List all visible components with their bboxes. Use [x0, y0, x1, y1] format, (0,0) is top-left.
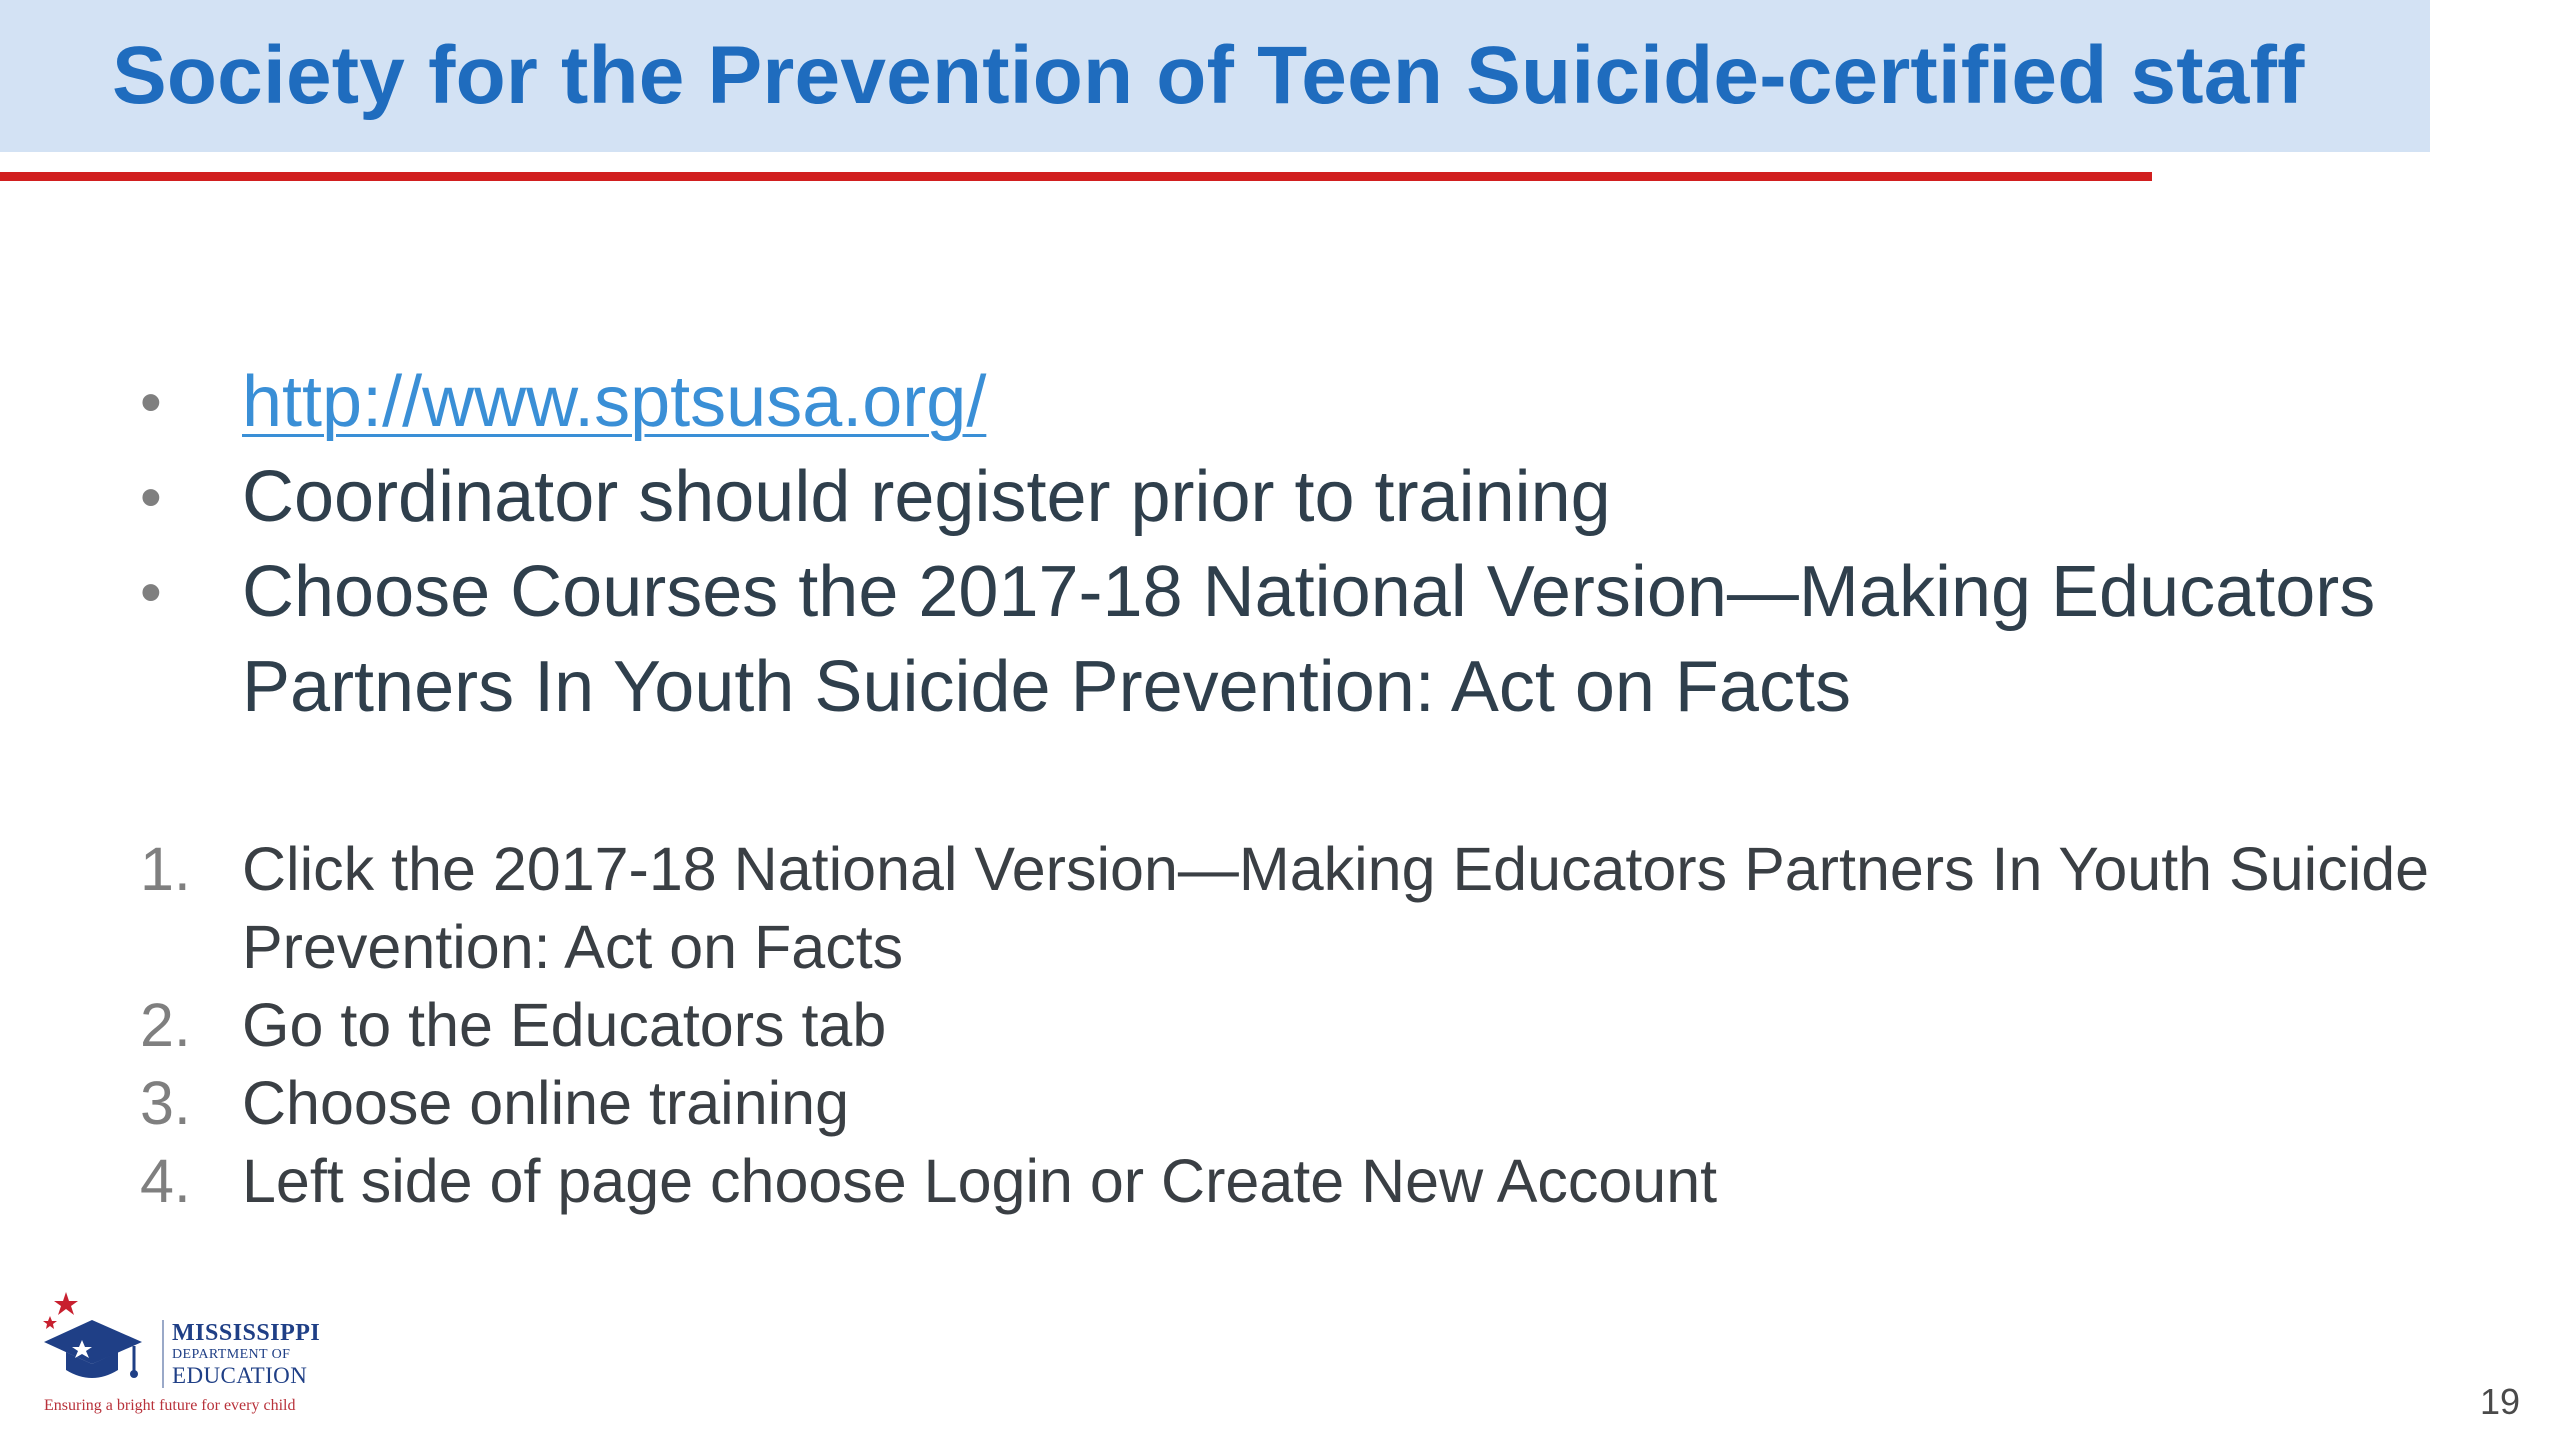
graduation-cap-star-icon — [42, 1290, 152, 1390]
logo-tagline: Ensuring a bright future for every child — [44, 1397, 296, 1414]
slide-title: Society for the Prevention of Teen Suicide-certified staff — [112, 30, 2305, 121]
step-number: 1. — [140, 835, 191, 903]
logo-education: EDUCATION — [172, 1363, 308, 1388]
step-number: 3. — [140, 1069, 191, 1137]
step-text: Choose online training — [242, 1069, 850, 1137]
bullet-list — [140, 355, 2440, 735]
step-number: 2. — [140, 991, 191, 1059]
step-text: Click the 2017-18 National Version—Making Educators Partners In Youth Suicide Prevention: Act on Facts — [242, 835, 2430, 981]
logo-wordmark — [162, 1320, 320, 1388]
bullet-item — [140, 355, 2440, 450]
logo-state: MISSISSIPPI — [172, 1320, 321, 1346]
step-item — [140, 1142, 2440, 1220]
step-text: Go to the Educators tab — [242, 991, 887, 1059]
page-number: 19 — [2479, 1381, 2520, 1422]
title-divider — [0, 172, 2152, 181]
bullet-text: Choose Courses the 2017-18 National Version—Making Educators Partners In Youth Suicide Prevention: Act on Facts — [242, 552, 2376, 727]
bullet-marker: • — [140, 368, 162, 437]
step-item — [140, 986, 2440, 1064]
bullet-marker: • — [140, 463, 162, 532]
step-item — [140, 1064, 2440, 1142]
bullet-item — [140, 545, 2440, 735]
mde-logo — [42, 1290, 342, 1420]
sptsusa-link[interactable]: http://www.sptsusa.org/ — [242, 362, 987, 442]
step-item — [140, 830, 2440, 986]
logo-department: DEPARTMENT OF — [172, 1347, 291, 1362]
bullet-marker: • — [140, 558, 162, 627]
bullet-text: Coordinator should register prior to training — [242, 457, 1611, 537]
bullet-item — [140, 450, 2440, 545]
step-list — [140, 830, 2440, 1220]
step-number: 4. — [140, 1147, 191, 1215]
step-text: Left side of page choose Login or Create New Account — [242, 1147, 1718, 1215]
